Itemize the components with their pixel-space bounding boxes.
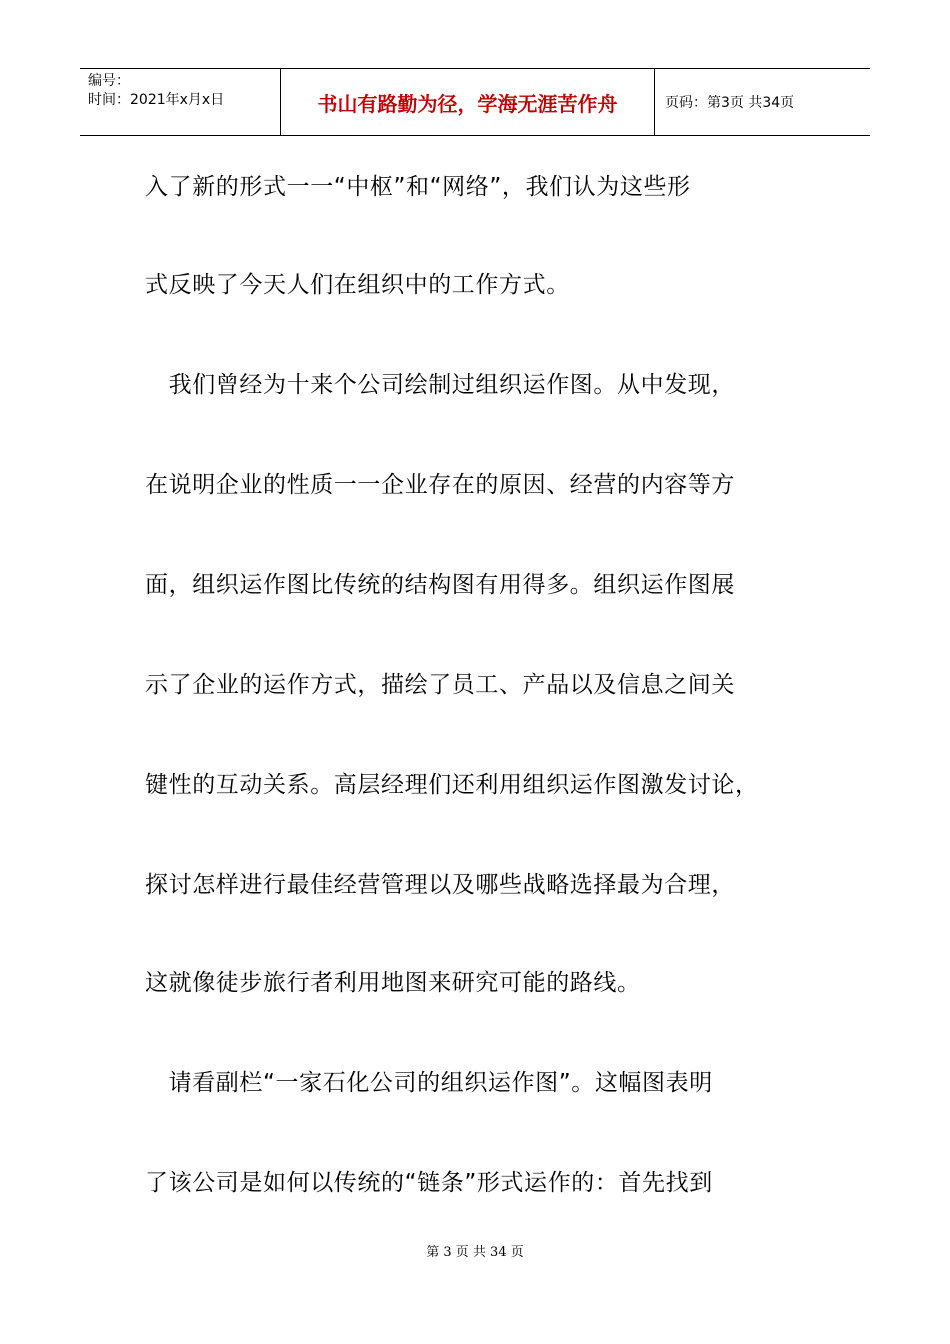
- header-info-cell: [80, 69, 281, 135]
- body-line: 这就像徒步旅行者利用地图来研究可能的路线。: [145, 970, 641, 996]
- body-line: 式反映了今天人们在组织中的工作方式。: [145, 272, 570, 298]
- page-header: [80, 68, 870, 136]
- header-page-cell: [655, 69, 870, 135]
- body-line: 示了企业的运作方式，描绘了员工、产品以及信息之间关: [145, 672, 735, 698]
- header-motto-cell: [281, 69, 655, 135]
- body-line: 请看副栏“一家石化公司的组织运作图”。这幅图表明: [145, 1070, 713, 1096]
- document-time-label: 时间：2021年x月x日: [88, 92, 225, 108]
- body-line: 入了新的形式一一“中枢”和“网络”，我们认为这些形: [145, 174, 691, 200]
- page-footer: 第 3 页 共 34 页: [426, 1245, 524, 1260]
- header-page-info: 页码：第3页 共34页: [665, 95, 795, 111]
- body-line: 面，组织运作图比传统的结构图有用得多。组织运作图展: [145, 572, 735, 598]
- body-line: 我们曾经为十来个公司绘制过组织运作图。从中发现，: [145, 372, 735, 398]
- document-number-label: 编号：: [88, 73, 130, 89]
- body-line: 在说明企业的性质一一企业存在的原因、经营的内容等方: [145, 472, 735, 498]
- header-motto: 书山有路勤为径，学海无涯苦作舟: [317, 92, 618, 116]
- body-line: 了该公司是如何以传统的“链条”形式运作的：首先找到: [145, 1170, 713, 1196]
- body-line: 探讨怎样进行最佳经营管理以及哪些战略选择最为合理，: [145, 872, 735, 898]
- body-line: 键性的互动关系。高层经理们还利用组织运作图激发讨论，: [145, 772, 759, 798]
